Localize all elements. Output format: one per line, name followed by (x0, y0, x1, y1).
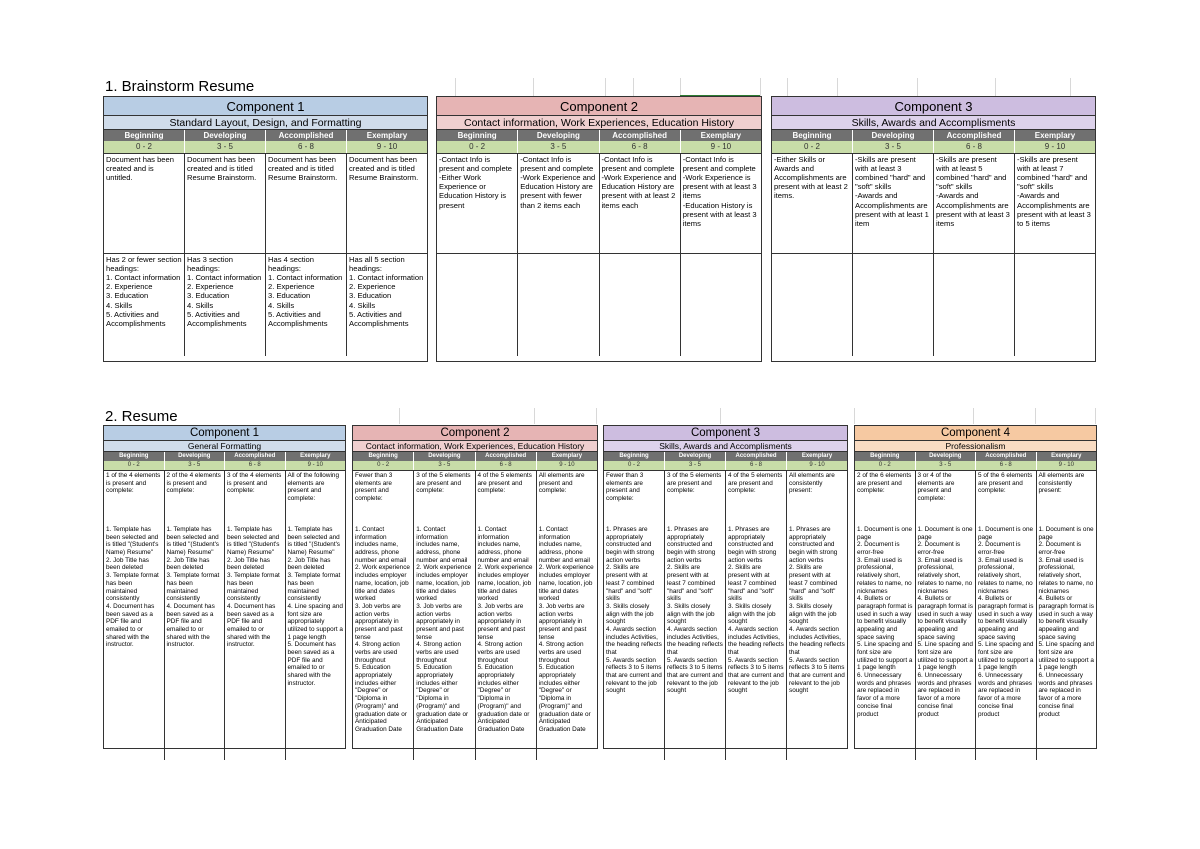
gridline (995, 78, 996, 96)
score-range: 6 - 8 (934, 141, 1015, 153)
level-accomplished: Accomplished (934, 130, 1015, 141)
criteria-cell: 1. Phrases are appropriately constructed and begin with strong action verbs 2. Skills are present with at least 7 combined "hard" and "soft" skills 3. Skills closely align with the job sought 4. Awards section includes Activities, the heading reflects that 5. Awards section reflects 3 to 5 items that are current and relevant to the job sought (604, 525, 665, 760)
criteria-row (855, 525, 1096, 760)
gridline (1095, 408, 1096, 424)
level-exemplary: Exemplary (787, 452, 847, 461)
score-range: 9 - 10 (347, 141, 427, 153)
gridline (633, 78, 634, 96)
criteria-cell: -Skills are present with at least 7 combined "hard" and "soft" skills -Awards and Accomplishments are present with at least 3 to 5 items (1017, 155, 1091, 228)
criteria-cell: 5 of the 6 elements are present and complete: (976, 471, 1037, 525)
gridline (1070, 78, 1071, 96)
level-beginning: Beginning (772, 130, 853, 141)
rubric-component-2 (352, 425, 598, 749)
score-range: 3 - 5 (853, 141, 934, 153)
criteria-cell: 1 of the 4 elements is present and complete: (104, 471, 165, 525)
score-range: 9 - 10 (1037, 461, 1097, 470)
level-exemplary: Exemplary (1037, 452, 1097, 461)
criteria-cell: 1. Document is one page 2. Document is error-free 3. Email used is professional, relatively short, relates to name, no nicknames 4. Bullets or paragraph format is used in such a way to benefit visually appealing and space saving 5. Line spacing and font size are utilized to support a 1 page length 6. Unnecessary words and phrases are replaced in favor of a more concise final product (1038, 526, 1094, 718)
criteria-cell: 1. Contact information includes name, address, phone number and email 2. Work experience includes employer name, location, job title and dates worked 3. Job verbs are action verbs appropriately in present and past tense 4. Strong action verbs are used throughout 5. Education appropriately includes either "Degree" or "Diploma in (Program)" and graduation date or Anticipated Graduation Date (538, 526, 594, 733)
level-developing: Developing (185, 130, 266, 141)
score-range: 6 - 8 (726, 461, 787, 470)
level-developing: Developing (414, 452, 475, 461)
criteria-cell: All elements are present and complete: (538, 472, 587, 495)
criteria-cell: 4 of the 5 elements are present and complete: (476, 471, 537, 525)
criteria-cell: 2 of the 4 elements is present and complete: (165, 471, 226, 525)
gridline (596, 408, 597, 424)
criteria-cell: Document has been created and is titled Resume Brainstorm. (349, 155, 420, 183)
score-range: 3 - 5 (665, 461, 726, 470)
gridline (534, 408, 535, 424)
criteria-cell: Has all 5 section headings: 1. Contact information 2. Experience 3. Education 4. Skills 5. Activities and Accomplishments (349, 255, 424, 328)
criteria-cell: 3 of the 5 elements are present and complete: (665, 471, 726, 525)
criteria-cell (934, 254, 1015, 356)
score-range: 0 - 2 (353, 461, 414, 470)
level-header-row (353, 452, 597, 461)
score-range: 9 - 10 (537, 461, 597, 470)
level-exemplary: Exemplary (681, 130, 761, 141)
gridline (720, 408, 721, 424)
criteria-cell: 1. Phrases are appropriately constructed and begin with strong action verbs 2. Skills are present with at least 7 combined "hard" and "soft" skills 3. Skills closely align with the job sought 4. Awards section includes Activities, the heading reflects that 5. Awards section reflects 3 to 5 items that are current and relevant to the job sought (726, 525, 787, 760)
criteria-row (772, 253, 1095, 356)
criteria-row (104, 525, 345, 760)
rubric-component-1 (103, 425, 346, 749)
score-range-row (437, 141, 761, 153)
score-range-row (353, 461, 597, 470)
level-developing: Developing (165, 452, 226, 461)
gridline (533, 78, 534, 96)
level-accomplished: Accomplished (726, 452, 787, 461)
criteria-cell: 2 of the 6 elements are present and complete: (855, 471, 916, 525)
criteria-cell: -Contact Info is present and complete -Work Experience is present with at least 3 items -Education History is present with at least 3 items (682, 155, 757, 228)
component-subtitle: Contact information, Work Experiences, Education History (437, 116, 761, 130)
score-range: 0 - 2 (772, 141, 853, 153)
criteria-cell: 1. Template has been selected and is titled "(Student's Name) Resume" 2. Job Title has been deleted 3. Template format has been maintained consistently 4. Document has been saved as a PDF file and emailed to or shared with the instructor. (104, 525, 165, 760)
section-title-brainstorm: 1. Brainstorm Resume (105, 78, 255, 95)
level-beginning: Beginning (104, 452, 165, 461)
criteria-cell: -Skills are present with at least 3 combined "hard" and "soft" skills -Awards and Accomplishments are present with at least 1 item (853, 154, 934, 253)
criteria-cell: 1. Contact information includes name, address, phone number and email 2. Work experience includes employer name, location, job title and dates worked 3. Job verbs are action verbs appropriately in present and past tense 4. Strong action verbs are used throughout 5. Education appropriately includes either "Degree" or "Diploma in (Program)" and graduation date or Anticipated Graduation Date (414, 525, 475, 760)
level-exemplary: Exemplary (1015, 130, 1095, 141)
level-developing: Developing (916, 452, 977, 461)
level-accomplished: Accomplished (976, 452, 1037, 461)
criteria-cell: 3 of the 4 elements is present and complete: (225, 471, 286, 525)
component-title: Component 4 (855, 426, 1096, 441)
score-range: 0 - 2 (855, 461, 916, 470)
gridline (760, 78, 761, 96)
criteria-cell: Has 2 or fewer section headings: 1. Contact information 2. Experience 3. Education 4. Skills 5. Activities and Accomplishments (104, 254, 185, 356)
criteria-cell (681, 254, 761, 356)
score-range: 3 - 5 (916, 461, 977, 470)
component-title: Component 1 (104, 426, 345, 441)
criteria-row (437, 253, 761, 356)
criteria-cell: 1. Document is one page 2. Document is error-free 3. Email used is professional, relatively short, relates to name, no nicknames 4. Bullets or paragraph format is used in such a way to benefit visually appealing and space saving 5. Line spacing and font size are utilized to support a 1 page length 6. Unnecessary words and phrases are replaced in favor of a more concise final product (855, 525, 916, 760)
criteria-row (353, 470, 597, 525)
section-title-resume: 2. Resume (105, 408, 178, 425)
level-accomplished: Accomplished (600, 130, 681, 141)
criteria-cell (518, 254, 599, 356)
criteria-cell: Document has been created and is titled Resume Brainstorm. (185, 154, 266, 253)
score-range: 3 - 5 (165, 461, 226, 470)
criteria-cell: Has 3 section headings: 1. Contact information 2. Experience 3. Education 4. Skills 5. Activities and Accomplishments (185, 254, 266, 356)
criteria-cell (1015, 254, 1095, 356)
level-header-row (437, 130, 761, 141)
component-subtitle: Contact information, Work Experiences, Education History (353, 441, 597, 452)
criteria-cell: 1. Phrases are appropriately constructed and begin with strong action verbs 2. Skills are present with at least 7 combined "hard" and "soft" skills 3. Skills closely align with the job sought 4. Awards section includes Activities, the heading reflects that 5. Awards section reflects 3 to 5 items that are current and relevant to the job sought (789, 526, 845, 695)
score-range: 6 - 8 (976, 461, 1037, 470)
criteria-cell: -Contact Info is present and complete -Work Experience and Education History are present with fewer than 2 items each (518, 154, 599, 253)
criteria-cell: -Contact Info is present and complete -Work Experience and Education History are present with at least 2 items each (600, 154, 681, 253)
criteria-cell: -Contact Info is present and complete -Either Work Experience or Education History is present (437, 154, 518, 253)
level-header-row (855, 452, 1096, 461)
gridline (973, 408, 974, 424)
rubric-component-3 (771, 96, 1096, 362)
criteria-row (604, 470, 847, 525)
level-developing: Developing (518, 130, 599, 141)
component-subtitle: Skills, Awards and Accomplisments (772, 116, 1095, 130)
gridline (455, 78, 456, 96)
gridline (605, 78, 606, 96)
component-title: Component 2 (437, 97, 761, 116)
score-range: 3 - 5 (185, 141, 266, 153)
gridline (399, 408, 400, 424)
score-range: 3 - 5 (518, 141, 599, 153)
criteria-cell: Has 4 section headings: 1. Contact information 2. Experience 3. Education 4. Skills 5. Activities and Accomplishments (266, 254, 347, 356)
criteria-cell: Document has been created and is titled Resume Brainstorm. (266, 154, 347, 253)
criteria-row (437, 153, 761, 253)
criteria-row (353, 525, 597, 760)
score-range: 9 - 10 (286, 461, 346, 470)
component-title: Component 2 (353, 426, 597, 441)
criteria-cell: All elements are consistently present: (789, 472, 837, 495)
criteria-row (772, 153, 1095, 253)
gridline (917, 78, 918, 96)
score-range-row (772, 141, 1095, 153)
score-range: 6 - 8 (225, 461, 286, 470)
level-beginning: Beginning (437, 130, 518, 141)
score-range: 0 - 2 (104, 461, 165, 470)
gridline (854, 408, 855, 424)
criteria-row (104, 470, 345, 525)
criteria-row (104, 153, 427, 253)
score-range: 0 - 2 (437, 141, 518, 153)
criteria-cell: 3 or 4 of the elements are present and complete: (916, 471, 977, 525)
gridline (680, 78, 681, 96)
rubric-component-4 (854, 425, 1097, 749)
rubric-component-2 (436, 96, 762, 362)
score-range: 0 - 2 (104, 141, 185, 153)
criteria-cell: -Skills are present with at least 5 combined "hard" and "soft" skills -Awards and Accomplishments are present with at least 3 items (934, 154, 1015, 253)
gridline (837, 78, 838, 96)
level-header-row (104, 130, 427, 141)
score-range-row (104, 141, 427, 153)
level-beginning: Beginning (604, 452, 665, 461)
gridline (787, 78, 788, 96)
criteria-cell (853, 254, 934, 356)
level-header-row (604, 452, 847, 461)
level-accomplished: Accomplished (266, 130, 347, 141)
criteria-cell: Fewer than 3 elements are present and complete: (604, 471, 665, 525)
criteria-cell: 1. Phrases are appropriately constructed and begin with strong action verbs 2. Skills are present with at least 7 combined "hard" and "soft" skills 3. Skills closely align with the job sought 4. Awards section includes Activities, the heading reflects that 5. Awards section reflects 3 to 5 items that are current and relevant to the job sought (665, 525, 726, 760)
criteria-cell: 1. Document is one page 2. Document is error-free 3. Email used is professional, relatively short, relates to name, no nicknames 4. Bullets or paragraph format is used in such a way to benefit visually appealing and space saving 5. Line spacing and font size are utilized to support a 1 page length 6. Unnecessary words and phrases are replaced in favor of a more concise final product (976, 525, 1037, 760)
criteria-cell (437, 254, 518, 356)
criteria-cell (772, 254, 853, 356)
criteria-cell: Fewer than 3 elements are present and complete: (353, 471, 414, 525)
score-range-row (855, 461, 1096, 470)
level-header-row (772, 130, 1095, 141)
score-range: 3 - 5 (414, 461, 475, 470)
criteria-cell: 1. Template has been selected and is titled "(Student's Name) Resume" 2. Job Title has been deleted 3. Template format has been maintained consistently 4. Line spacing and font size are appropriately utilized to support a 1 page length 5. Document has been saved as a PDF file and emailed to or shared with the instructor. (287, 526, 343, 687)
criteria-cell: 1. Template has been selected and is titled "(Student's Name) Resume" 2. Job Title has been deleted 3. Template format has been maintained consistently 4. Document has been saved as a PDF file and emailed to or shared with the instructor. (225, 525, 286, 760)
criteria-cell (600, 254, 681, 356)
score-range: 6 - 8 (600, 141, 681, 153)
score-range: 6 - 8 (476, 461, 537, 470)
criteria-row (104, 253, 427, 356)
level-beginning: Beginning (104, 130, 185, 141)
level-beginning: Beginning (353, 452, 414, 461)
criteria-cell: 1. Contact information includes name, address, phone number and email 2. Work experience includes employer name, location, job title and dates worked 3. Job verbs are action verbs appropriately in present and past tense 4. Strong action verbs are used throughout 5. Education appropriately includes either "Degree" or "Diploma in (Program)" and graduation date or Anticipated Graduation Date (353, 525, 414, 760)
level-exemplary: Exemplary (347, 130, 427, 141)
criteria-cell: 3 of the 5 elements are present and complete: (414, 471, 475, 525)
criteria-row (604, 525, 847, 760)
criteria-cell: -Either Skills or Awards and Accomplishments are present with at least 2 items. (772, 154, 853, 253)
score-range: 9 - 10 (787, 461, 847, 470)
level-exemplary: Exemplary (537, 452, 597, 461)
level-accomplished: Accomplished (476, 452, 537, 461)
level-beginning: Beginning (855, 452, 916, 461)
criteria-cell: 4 of the 5 elements are present and complete: (726, 471, 787, 525)
score-range-row (604, 461, 847, 470)
gridline (1035, 408, 1036, 424)
level-header-row (104, 452, 345, 461)
criteria-cell: 1. Document is one page 2. Document is error-free 3. Email used is professional, relatively short, relates to name, no nicknames 4. Bullets or paragraph format is used in such a way to benefit visually appealing and space saving 5. Line spacing and font size are utilized to support a 1 page length 6. Unnecessary words and phrases are replaced in favor of a more concise final product (916, 525, 977, 760)
level-exemplary: Exemplary (286, 452, 346, 461)
criteria-cell: All of the following elements are present and complete: (287, 472, 341, 503)
level-developing: Developing (853, 130, 934, 141)
level-developing: Developing (665, 452, 726, 461)
component-subtitle: Standard Layout, Design, and Formatting (104, 116, 427, 130)
level-accomplished: Accomplished (225, 452, 286, 461)
criteria-row (855, 470, 1096, 525)
criteria-cell: 1. Contact information includes name, address, phone number and email 2. Work experience includes employer name, location, job title and dates worked 3. Job verbs are action verbs appropriately in present and past tense 4. Strong action verbs are used throughout 5. Education appropriately includes either "Degree" or "Diploma in (Program)" and graduation date or Anticipated Graduation Date (476, 525, 537, 760)
component-subtitle: Skills, Awards and Accomplisments (604, 441, 847, 452)
component-title: Component 3 (604, 426, 847, 441)
score-range: 0 - 2 (604, 461, 665, 470)
rubric-component-3 (603, 425, 848, 749)
score-range: 9 - 10 (681, 141, 761, 153)
component-title: Component 3 (772, 97, 1095, 116)
component-title: Component 1 (104, 97, 427, 116)
rubric-component-1 (103, 96, 428, 362)
score-range: 6 - 8 (266, 141, 347, 153)
component-subtitle: General Formatting (104, 441, 345, 452)
score-range: 9 - 10 (1015, 141, 1095, 153)
criteria-cell: 1. Template has been selected and is titled "(Student's Name) Resume" 2. Job Title has been deleted 3. Template format has been maintained consistently 4. Document has been saved as a PDF file and emailed to or shared with the instructor. (165, 525, 226, 760)
criteria-cell: All elements are consistently present: (1038, 472, 1087, 495)
score-range-row (104, 461, 345, 470)
component-subtitle: Professionalism (855, 441, 1096, 452)
criteria-cell: Document has been created and is untitled. (104, 154, 185, 253)
